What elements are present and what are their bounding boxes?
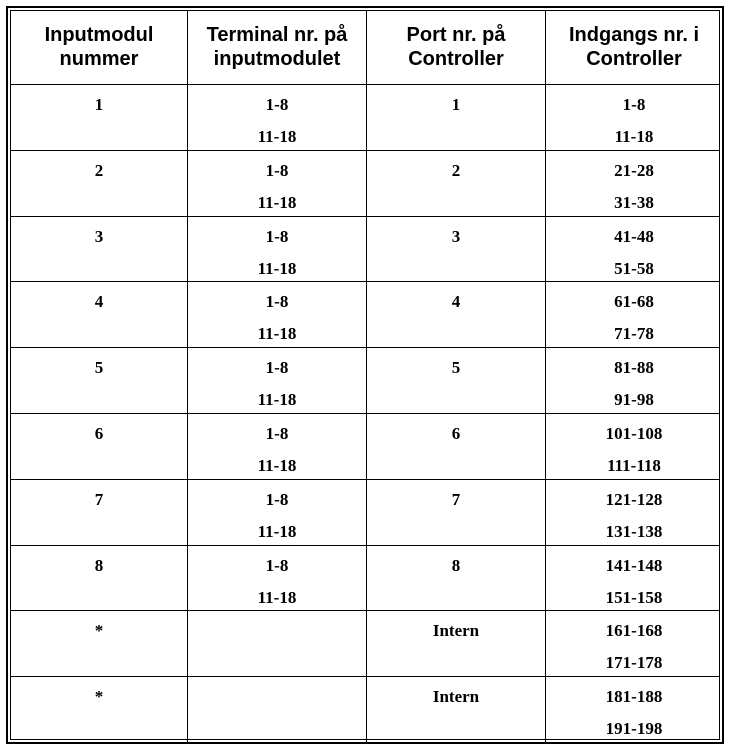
terminal-cell-value: 11-18 [257,455,297,475]
table-row [11,677,719,743]
module-number-cell-value: 5 [94,358,104,378]
port-cell [367,611,546,676]
table-row [11,282,719,348]
terminal-cell-value: 11-18 [257,521,297,541]
terminal-cell-value: 1-8 [265,95,289,114]
terminal-cell-value: 11-18 [257,324,297,344]
terminal-cell-value: 1-8 [265,358,289,378]
input-number-cell [546,282,722,347]
header-text-line: Controller [586,48,682,70]
port-cell-value: Intern [432,621,480,641]
terminal-cell [188,282,367,347]
module-number-cell-value: * [94,621,104,641]
terminal-cell-value: 11-18 [257,390,297,410]
module-number-cell-value: 2 [94,160,104,180]
module-number-cell [11,480,188,545]
port-cell [367,480,546,545]
terminal-cell [188,348,367,413]
header-terminal-number [188,11,367,84]
terminal-cell [188,546,367,611]
port-cell-value: 4 [451,292,461,312]
port-cell-value: 7 [451,489,461,509]
input-number-cell [546,414,722,479]
input-number-cell-value: 131-138 [605,521,663,541]
port-cell-value: 1 [451,95,461,114]
terminal-cell [188,677,367,743]
module-number-cell-value: 4 [94,292,104,312]
table-row [11,348,719,414]
terminal-cell-value: 11-18 [257,127,297,146]
table-row [11,414,719,480]
module-number-cell-value: 8 [94,555,104,575]
module-number-cell [11,151,188,216]
port-cell [367,151,546,216]
terminal-cell-value: 1-8 [265,226,289,246]
input-number-cell-value: 41-48 [614,226,654,246]
terminal-cell [188,85,367,150]
terminal-cell [188,480,367,545]
input-number-cell-value: 181-188 [605,687,663,707]
module-number-cell [11,348,188,413]
module-number-cell-value: 6 [94,423,104,443]
table-row [11,151,719,217]
input-number-cell [546,348,722,413]
module-number-cell [11,414,188,479]
input-number-cell-value: 101-108 [605,423,663,443]
terminal-cell-value: 11-18 [257,587,297,607]
module-number-cell [11,85,188,150]
module-number-cell-value: 1 [94,95,104,114]
terminal-cell [188,217,367,282]
terminal-cell [188,611,367,676]
header-text-line: Inputmodul [44,24,154,46]
port-cell [367,217,546,282]
terminal-cell-value: 1-8 [265,160,289,180]
module-number-cell [11,611,188,676]
terminal-cell [188,151,367,216]
module-number-cell-value: 3 [94,226,104,246]
terminal-cell-value: 1-8 [265,489,289,509]
input-number-cell-value: 161-168 [605,621,663,641]
terminal-cell-value: 1-8 [265,423,289,443]
port-cell-value: 8 [451,555,461,575]
header-text-line: Indgangs nr. i [568,24,699,46]
input-number-cell-value: 51-58 [614,258,654,278]
input-number-cell [546,546,722,611]
port-cell-value: 5 [451,358,461,378]
input-number-cell [546,611,722,676]
input-number-cell-value: 111-118 [607,455,661,475]
input-number-cell-value: 121-128 [605,489,663,509]
module-number-cell-value: * [94,687,104,707]
table-row [11,611,719,677]
input-number-cell-value: 191-198 [605,719,663,739]
port-cell [367,546,546,611]
module-number-cell [11,677,188,743]
input-number-cell-value: 81-88 [614,358,654,378]
port-cell-value: Intern [432,687,480,707]
table-row [11,217,719,283]
header-port-number [367,11,546,84]
port-cell-value: 2 [451,160,461,180]
terminal-cell-value: 1-8 [265,292,289,312]
port-cell [367,85,546,150]
table-row [11,546,719,612]
module-number-cell [11,546,188,611]
port-cell-value: 3 [451,226,461,246]
header-text-line: Port nr. på [406,24,506,46]
input-number-cell-value: 1-8 [622,95,646,114]
input-number-cell-value: 71-78 [614,324,654,344]
header-row [11,11,719,85]
terminal-cell-value: 1-8 [265,555,289,575]
port-cell [367,414,546,479]
input-number-cell-value: 141-148 [605,555,663,575]
terminal-cell-value: 11-18 [257,258,297,278]
header-input-number [546,11,722,84]
port-cell [367,282,546,347]
header-text-line: Controller [408,48,504,70]
input-number-cell [546,677,722,743]
input-number-cell-value: 21-28 [614,160,654,180]
port-cell [367,677,546,743]
header-module-number [11,11,188,84]
input-number-cell [546,217,722,282]
table-row [11,480,719,546]
port-cell-value: 6 [451,423,461,443]
header-text-line: inputmodulet [213,48,341,70]
module-number-cell [11,217,188,282]
header-text-line: Terminal nr. på [206,24,348,46]
terminal-cell-value: 11-18 [257,192,297,212]
terminal-cell [188,414,367,479]
module-number-cell [11,282,188,347]
input-number-cell [546,151,722,216]
input-number-cell-value: 31-38 [614,192,654,212]
data-rows [11,85,719,743]
input-number-cell-value: 171-178 [605,653,663,673]
module-number-cell-value: 7 [94,489,104,509]
table-body [10,10,720,740]
input-number-cell [546,480,722,545]
input-number-cell-value: 61-68 [614,292,654,312]
table-row [11,85,719,151]
input-number-cell [546,85,722,150]
input-number-cell-value: 151-158 [605,587,663,607]
header-text-line: nummer [59,48,139,70]
input-number-cell-value: 11-18 [614,127,654,146]
input-number-cell-value: 91-98 [614,390,654,410]
mapping-table [6,6,724,744]
port-cell [367,348,546,413]
